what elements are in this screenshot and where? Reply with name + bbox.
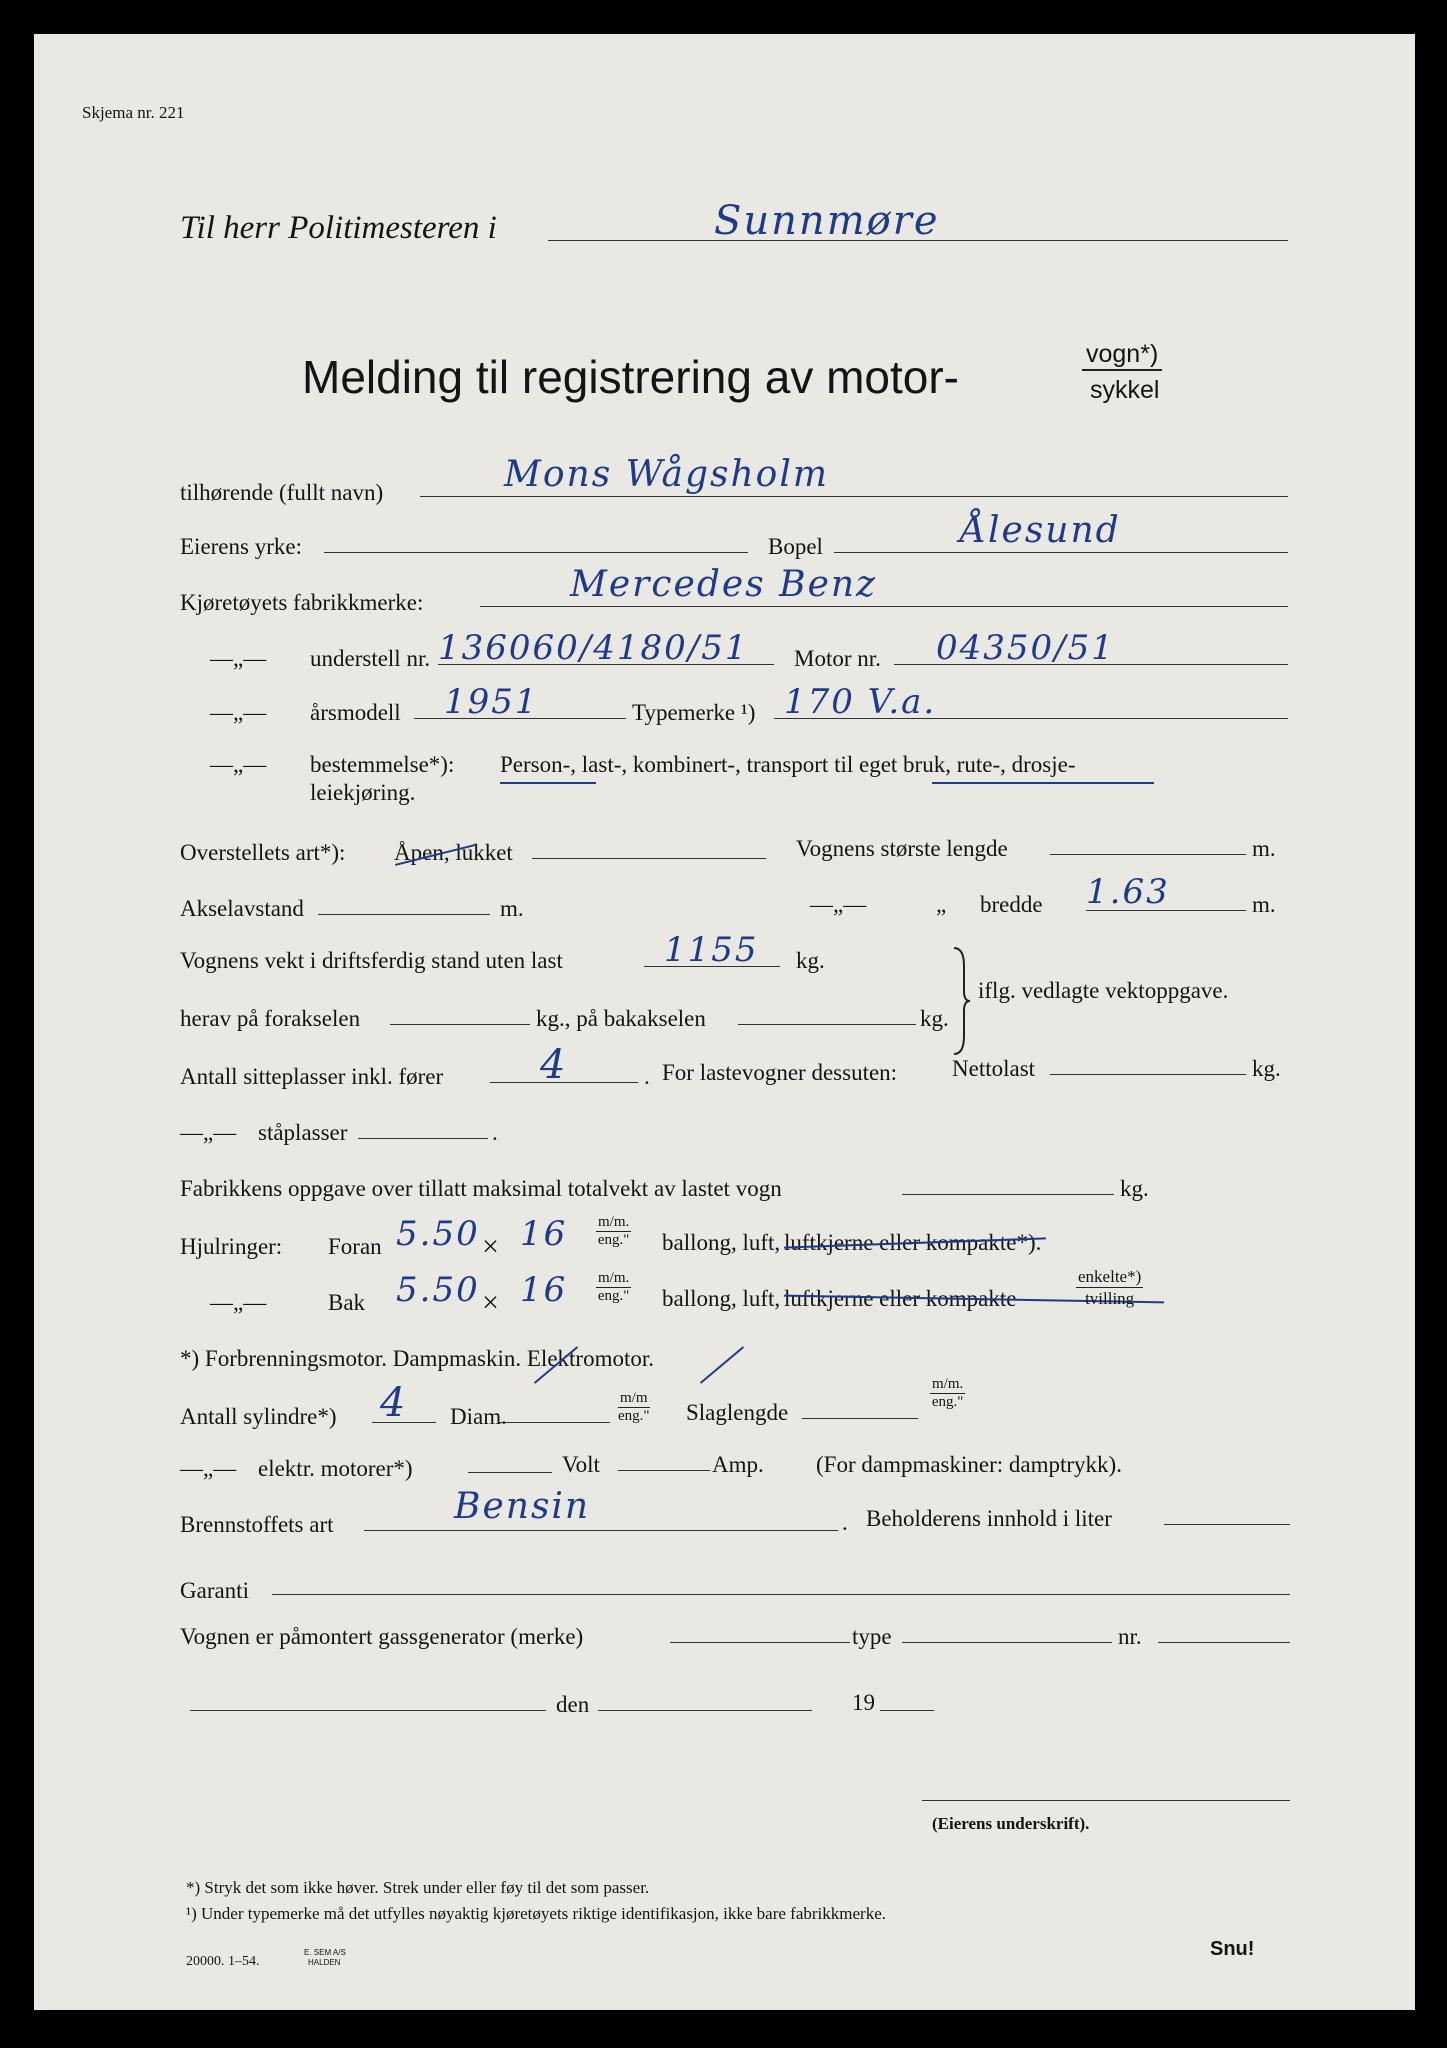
- volt-label: Volt: [562, 1452, 600, 1477]
- salutation: Til herr Politimesteren i: [180, 210, 497, 246]
- owner-name-line: [420, 496, 1288, 497]
- rear-axle-unit: kg.: [920, 1006, 949, 1031]
- period: .: [644, 1064, 650, 1089]
- ditto-mark: —„—: [180, 1456, 237, 1481]
- residence-line: [834, 552, 1288, 553]
- ditto-mark: —„—: [210, 1290, 267, 1315]
- cargo-label: For lastevogner dessuten:: [662, 1060, 898, 1085]
- wheelbase-label: Akselavstand: [180, 896, 304, 921]
- amp-label: Amp.: [712, 1452, 764, 1477]
- rear-tyre-diameter[interactable]: 16: [520, 1270, 568, 1310]
- footnote-star: *) Stryk det som ikke høver. Strek under eller føy til det som passer.: [186, 1878, 650, 1897]
- rear-tyre-type-b[interactable]: luftkjerne eller kompakte: [784, 1286, 1017, 1311]
- max-weight-label: Fabrikkens oppgave over tillatt maksimal totalvekt av lastet vogn: [180, 1176, 782, 1201]
- ditto-mark: —„—: [210, 646, 267, 671]
- period: .: [492, 1120, 498, 1145]
- purpose-options[interactable]: Person-, last-, kombinert-, transport til eget bruk, rute-, drosje-: [500, 752, 1076, 777]
- period: .: [842, 1510, 848, 1535]
- seats-count[interactable]: 4: [540, 1042, 568, 1088]
- type-designation[interactable]: 170 V.a.: [784, 682, 937, 722]
- weight-reference: iflg. vedlagte vektoppgave.: [978, 978, 1229, 1003]
- occupation-line[interactable]: [324, 552, 748, 553]
- body-options[interactable]: Åpen, lukket: [394, 840, 513, 865]
- tyres-label: Hjulringer:: [180, 1234, 283, 1259]
- owner-name[interactable]: Mons Wågsholm: [504, 454, 830, 495]
- front-axle-label: herav på forakselen: [180, 1006, 361, 1031]
- standing-line[interactable]: [358, 1138, 488, 1139]
- brace: [952, 946, 972, 1056]
- standing-label: ståplasser: [258, 1120, 348, 1145]
- chassis-number[interactable]: 136060/4180/51: [438, 628, 749, 668]
- form-number: Skjema nr. 221: [82, 103, 185, 122]
- fuel-line: [364, 1530, 838, 1531]
- curb-weight[interactable]: 1155: [664, 930, 759, 970]
- engine-number-label: Motor nr.: [794, 646, 881, 671]
- max-weight-line[interactable]: [902, 1194, 1114, 1195]
- ditto-mark: —„—: [210, 700, 267, 725]
- form-title: Melding til registrering av motor-: [302, 351, 960, 403]
- rear-tyre-unit: m/m. eng.": [597, 1270, 630, 1304]
- cylinders-label: Antall sylindre*): [180, 1404, 337, 1429]
- rear-tyre-width[interactable]: 5.50: [396, 1270, 480, 1310]
- electric-strike: [700, 1346, 744, 1384]
- model-year[interactable]: 1951: [444, 682, 539, 722]
- ditto-mark: —„—: [180, 1120, 237, 1145]
- gas-type-label: type: [852, 1624, 892, 1649]
- purpose-continued: leiekjøring.: [310, 780, 416, 805]
- gas-nr-label: nr.: [1118, 1624, 1142, 1649]
- fuel-label: Brennstoffets art: [180, 1512, 334, 1537]
- turn-over: Snu!: [1210, 1938, 1255, 1960]
- wheelbase-line[interactable]: [318, 914, 490, 915]
- date-label: den: [556, 1692, 590, 1717]
- engine-number[interactable]: 04350/51: [936, 628, 1115, 668]
- place-line[interactable]: [190, 1710, 546, 1711]
- tank-line[interactable]: [1164, 1524, 1290, 1525]
- police-district[interactable]: Sunnmøre: [714, 198, 940, 244]
- year-label: årsmodell: [310, 700, 401, 725]
- gas-generator-label: Vognen er påmontert gassgenerator (merke): [180, 1624, 584, 1649]
- diameter-label: Diam.: [450, 1404, 507, 1429]
- occupation-label: Eierens yrke:: [180, 534, 302, 559]
- front-tyre-label: Foran: [328, 1234, 382, 1259]
- front-tyre-type-b[interactable]: luftkjerne eller kompakte*).: [784, 1230, 1042, 1255]
- purpose-label: bestemmelse*):: [310, 752, 455, 777]
- ditto-mark: —„—: [210, 752, 267, 777]
- length-line[interactable]: [1050, 854, 1246, 855]
- seats-label: Antall sitteplasser inkl. fører: [180, 1064, 444, 1089]
- steam-pressure-label: (For dampmaskiner: damptrykk).: [816, 1452, 1122, 1477]
- net-load-label: Nettolast: [952, 1056, 1036, 1081]
- front-tyre-type-a[interactable]: ballong, luft,: [662, 1230, 781, 1255]
- person-underline: [500, 782, 596, 784]
- ditto-mark: —„—: [810, 892, 867, 917]
- make-label: Kjøretøyets fabrikkmerke:: [180, 590, 424, 615]
- footnote-one: ¹) Under typemerke må det utfylles nøyaktig kjøretøyets riktige identifikasjon, ikke bare fabrikkmerke.: [186, 1904, 886, 1923]
- front-tyre-width[interactable]: 5.50: [396, 1214, 480, 1254]
- chassis-label: understell nr.: [310, 646, 431, 671]
- diameter-unit: m/m eng.": [618, 1390, 650, 1424]
- ditto-quote: „: [936, 892, 947, 917]
- owner-name-label: tilhørende (fullt navn): [180, 480, 384, 505]
- engine-kinds[interactable]: *) Forbrenningsmotor. Dampmaskin. Elektromotor.: [180, 1346, 655, 1371]
- times-sign: ×: [482, 1286, 499, 1319]
- cylinders-count[interactable]: 4: [380, 1380, 408, 1426]
- electric-motors-label: elektr. motorer*): [258, 1456, 413, 1481]
- width-unit: m.: [1252, 892, 1276, 917]
- printer-name: E. SEM A/S: [304, 1948, 346, 1957]
- wheelbase-unit: m.: [500, 896, 524, 921]
- width-label: bredde: [980, 892, 1043, 917]
- front-tyre-unit: m/m. eng.": [597, 1214, 630, 1248]
- stroke-unit: m/m. eng.": [931, 1376, 964, 1410]
- width-value[interactable]: 1.63: [1086, 872, 1170, 912]
- fuel-type[interactable]: Bensin: [454, 1486, 591, 1527]
- signature-line[interactable]: [922, 1800, 1290, 1801]
- title-vogn: vogn*): [1082, 340, 1162, 371]
- make[interactable]: Mercedes Benz: [570, 564, 878, 605]
- diameter-line[interactable]: [498, 1422, 610, 1423]
- rear-tyre-mounting[interactable]: enkelte*) tvilling: [1078, 1267, 1142, 1308]
- stroke-label: Slaglengde: [686, 1400, 789, 1425]
- length-label: Vognens største lengde: [796, 836, 1008, 861]
- length-unit: m.: [1252, 836, 1276, 861]
- gas-generator-line[interactable]: [670, 1642, 850, 1643]
- warranty-label: Garanti: [180, 1578, 249, 1603]
- print-info: 20000. 1–54.: [186, 1954, 260, 1969]
- body-label: Overstellets art*):: [180, 840, 346, 865]
- front-axle-line[interactable]: [390, 1024, 530, 1025]
- net-load-unit: kg.: [1252, 1056, 1281, 1081]
- net-load-line[interactable]: [1050, 1074, 1246, 1075]
- warranty-line[interactable]: [272, 1594, 1290, 1595]
- registration-form: [34, 34, 1415, 2010]
- residence[interactable]: Ålesund: [960, 510, 1121, 551]
- tank-label: Beholderens innhold i liter: [866, 1506, 1112, 1531]
- date-year-line[interactable]: [880, 1710, 934, 1711]
- curb-weight-unit: kg.: [796, 948, 825, 973]
- title-sykkel: sykkel: [1090, 376, 1160, 404]
- front-tyre-diameter[interactable]: 16: [520, 1214, 568, 1254]
- gas-type-line[interactable]: [902, 1642, 1112, 1643]
- volt-line[interactable]: [618, 1470, 710, 1471]
- rear-axle-label: kg., på bakakselen: [536, 1006, 706, 1031]
- year-prefix: 19: [852, 1690, 875, 1715]
- body-line: [532, 858, 766, 859]
- times-sign: ×: [482, 1230, 499, 1263]
- signature-label: (Eierens underskrift).: [932, 1814, 1090, 1833]
- residence-label: Bopel: [768, 534, 823, 559]
- own-use-underline: [932, 782, 1154, 784]
- type-label: Typemerke ¹): [632, 700, 756, 725]
- stroke-line[interactable]: [802, 1418, 918, 1419]
- rear-axle-line[interactable]: [738, 1024, 916, 1025]
- rear-tyre-type-a[interactable]: ballong, luft,: [662, 1286, 781, 1311]
- make-line: [480, 606, 1288, 607]
- curb-weight-label: Vognens vekt i driftsferdig stand uten last: [180, 948, 563, 973]
- rear-tyre-label: Bak: [328, 1290, 366, 1315]
- date-line[interactable]: [598, 1710, 812, 1711]
- electric-motors-line[interactable]: [468, 1472, 552, 1473]
- printer-town: HALDEN: [308, 1958, 341, 1967]
- gas-nr-line[interactable]: [1158, 1642, 1290, 1643]
- max-weight-unit: kg.: [1120, 1176, 1149, 1201]
